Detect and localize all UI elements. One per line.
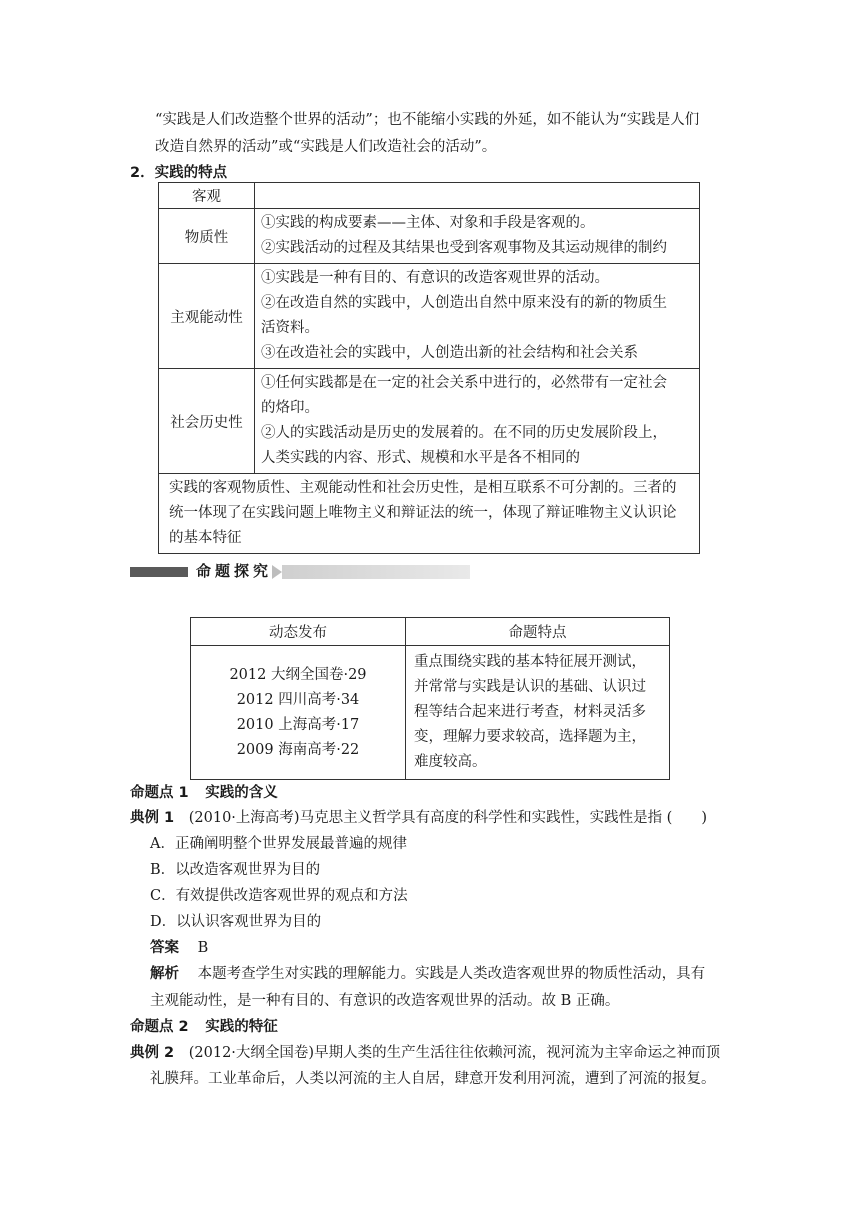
source-item: 2010 上海高考·17 [236, 716, 360, 733]
table-header-cell: 客观 [159, 183, 255, 209]
banner-right-bar [282, 565, 470, 579]
example-2-line-2: 礼膜拜。工业革命后，人类以河流的主人自居，肆意开发利用河流，遭到了河流的报复。 [150, 1071, 716, 1087]
banner-title: 命题探究 [196, 562, 273, 580]
summary-row [159, 474, 700, 554]
feature-line: 并常常与实践是认识的基础、认识过 [414, 679, 646, 695]
option-d: D．以认识客观世界为目的 [150, 914, 322, 930]
table-header-empty-cell [255, 183, 700, 209]
row-label: 主观能动性 [159, 264, 255, 369]
table-row [159, 369, 700, 474]
example-1-question-line [130, 808, 707, 828]
row-line: ①实践是一种有目的、有意识的改造客观世界的活动。 [261, 270, 609, 286]
option-b: B．以改造客观世界为目的 [150, 862, 321, 878]
feature-line: 程等结合起来进行考查，材料灵活多 [414, 704, 646, 720]
intro-line-2: 改造自然界的活动”或“实践是人们改造社会的活动”。 [155, 139, 497, 155]
point-2-label: 命题点 2 [130, 1019, 189, 1035]
row-line: ③在改造社会的实践中，人创造出新的社会结构和社会关系 [261, 345, 638, 361]
table-row [159, 264, 700, 369]
source-item: 2009 海南高考·22 [236, 741, 360, 758]
summary-line: 的基本特征 [169, 530, 242, 546]
analysis-line-1 [150, 964, 705, 984]
practice-features-table [158, 182, 700, 554]
row-line: 活资料。 [261, 320, 319, 336]
feature-line: 变，理解力要求较高，选择题为主， [414, 729, 646, 745]
point-2-heading [130, 1017, 278, 1037]
intro-line-1: “实践是人们改造整个世界的活动”；也不能缩小实践的外延，如不能认为“实践是人们 [155, 112, 700, 128]
option-c: C．有效提供改造客观世界的观点和方法 [150, 888, 408, 904]
row-line: ②人的实践活动是历史的发展着的。在不同的历史发展阶段上， [261, 425, 667, 441]
exam-analysis-table [190, 617, 670, 780]
table-row [159, 209, 700, 264]
analysis-label: 解析 [150, 966, 179, 982]
row-label: 物质性 [159, 209, 255, 264]
row-line: ②在改造自然的实践中，人创造出自然中原来没有的新的物质生 [261, 295, 667, 311]
point-1-title: 实践的含义 [205, 785, 278, 801]
analysis-line-2: 主观能动性，是一种有目的、有意识的改造客观世界的活动。故 B 正确。 [150, 993, 620, 1009]
row-line: ①任何实践都是在一定的社会关系中进行的，必然带有一定社会 [261, 375, 667, 391]
summary-line: 实践的客观物质性、主观能动性和社会历史性，是相互联系不可分割的。三者的 [169, 480, 677, 496]
point-1-label: 命题点 1 [130, 785, 189, 801]
example-1-label: 典例 1 [130, 810, 175, 826]
source-item: 2012 四川高考·34 [236, 691, 360, 708]
summary-line: 统一体现了在实践问题上唯物主义和辩证法的统一，体现了辩证唯物主义认识论 [169, 505, 677, 521]
analysis-text-1: 本题考查学生对实践的理解能力。实践是人类改造客观世界的物质性活动，具有 [197, 966, 706, 982]
row-label: 社会历史性 [159, 369, 255, 474]
example-2-label: 典例 2 [130, 1045, 175, 1061]
banner-chevron-icon [272, 565, 282, 579]
answer-value: B [197, 940, 209, 956]
feature-line: 重点围绕实践的基本特征展开测试， [414, 654, 646, 670]
section-title: 2．实践的特点 [130, 165, 228, 181]
answer-label: 答案 [150, 940, 179, 956]
col-header-sources: 动态发布 [191, 618, 406, 646]
example-1-question: (2010·上海高考)马克思主义哲学具有高度的科学性和实践性，实践性是指 ( ) [188, 810, 707, 826]
point-2-title: 实践的特征 [205, 1019, 278, 1035]
row-line: ①实践的构成要素——主体、对象和手段是客观的。 [261, 215, 595, 231]
row-line: 人类实践的内容、形式、规模和水平是各不相同的 [261, 450, 580, 466]
row-line: 的烙印。 [261, 400, 319, 416]
example-2-text-1: (2012·大纲全国卷)早期人类的生产生活往往依赖河流，视河流为主宰命运之神而顶 [188, 1045, 721, 1061]
banner-left-bar [130, 567, 188, 577]
source-item: 2012 大纲全国卷·29 [229, 666, 367, 683]
feature-line: 难度较高。 [414, 754, 487, 770]
option-a: A．正确阐明整个世界发展最普遍的规律 [150, 836, 407, 852]
row-line: ②实践活动的过程及其结果也受到客观事物及其运动规律的制约 [261, 240, 667, 256]
example-2-line-1 [130, 1043, 720, 1063]
point-1-heading [130, 783, 278, 803]
col-header-features: 命题特点 [406, 618, 670, 646]
answer-line [150, 938, 208, 958]
